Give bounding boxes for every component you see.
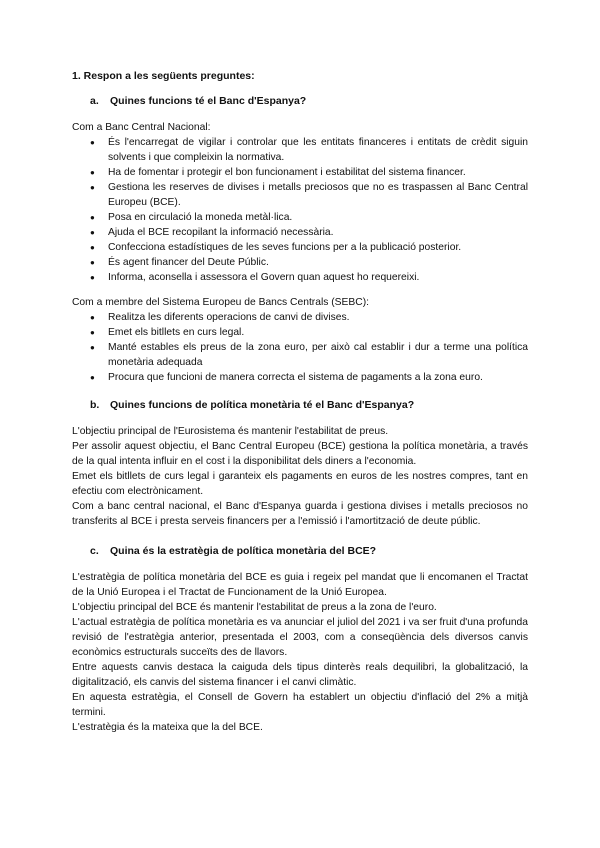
bullet-icon: ● — [90, 138, 95, 147]
paragraph: En aquesta estratègia, el Consell de Govern ha establert un objectiu d'inflació del 2% a mitjà termini. — [72, 692, 528, 718]
bullet-icon: ● — [90, 373, 95, 382]
section-a-intro2: Com a membre del Sistema Europeu de Bancs Centrals (SEBC): — [72, 297, 370, 308]
list-item-text: Posa en circulació la moneda metàl·lica. — [108, 212, 293, 223]
list-item — [72, 240, 528, 255]
list-item-text: Manté estables els preus de la zona euro, per això cal establir i dur a terme una política monetària adequada — [108, 342, 528, 368]
bullet-icon: ● — [90, 273, 95, 282]
list-item — [72, 310, 528, 325]
list-item-text: Ajuda el BCE recopilant la informació necessària. — [108, 227, 334, 238]
section-a-list2 — [72, 310, 528, 385]
section-c-title — [72, 545, 528, 557]
list-item-text: Informa, aconsella i assessora el Govern quan aquest ho requereixi. — [108, 272, 420, 283]
bullet-icon: ● — [90, 258, 95, 267]
paragraph: Entre aquests canvis destaca la caiguda dels tipus dinterès reals dequilibri, la globalització, la digitalització, els canvis del sistema financer i el canvi climàtic. — [72, 662, 528, 688]
bullet-icon: ● — [90, 343, 95, 352]
section-a-title — [72, 95, 528, 107]
section-a-intro1: Com a Banc Central Nacional: — [72, 122, 211, 133]
section-a-list1 — [72, 135, 528, 285]
list-item-text: Gestiona les reserves de divises i metalls preciosos que no es traspassen al Banc Central Europeu (BCE). — [108, 182, 528, 208]
bullet-icon: ● — [90, 313, 95, 322]
bullet-icon: ● — [90, 328, 95, 337]
list-item-text: És l'encarregat de vigilar i controlar que les entitats financeres i entitats de crèdit siguin solvents i que compleixin la normativa. — [108, 137, 528, 163]
paragraph: L'actual estratègia de política monetària es va anunciar el juliol del 2021 i va ser fruit d'una profunda revisió de l'estratègia anterior, presentada el 2003, com a conseqüència dels diversos canvis econòmics estructurals succeïts des de llavors. — [72, 617, 528, 658]
bullet-icon: ● — [90, 168, 95, 177]
list-item-text: Confecciona estadístiques de les seves funcions per a la publicació posterior. — [108, 242, 462, 253]
list-item — [72, 270, 528, 285]
paragraph: L'objectiu principal del BCE és mantenir l'estabilitat de preus a la zona de l'euro. — [72, 602, 437, 613]
list-item-text: Procura que funcioni de manera correcta el sistema de pagaments a la zona euro. — [108, 372, 483, 383]
question-heading: 1. Respon a les següents preguntes: — [72, 70, 255, 82]
list-item — [72, 180, 528, 210]
section-c-title-text: Quina és la estratègia de política monetària del BCE? — [110, 545, 377, 557]
list-item — [72, 340, 528, 370]
paragraph: Per assolir aquest objectiu, el Banc Central Europeu (BCE) gestiona la política monetària, a través de la qual intenta influir en el cost i la disponibilitat dels diners a l'economia. — [72, 441, 528, 467]
list-item — [72, 135, 528, 165]
paragraph: Emet els bitllets de curs legal i garanteix els pagaments en euros de les nostres compres, tant en efectiu com electrònicament. — [72, 471, 528, 497]
section-b-letter: b. — [90, 399, 100, 411]
paragraph: Com a banc central nacional, el Banc d'Espanya guarda i gestiona divises i metalls preciosos no transferits al BCE i presta serveis financers per a l'emissió i l'amortització de deute públic. — [72, 501, 528, 527]
list-item — [72, 210, 528, 225]
bullet-icon: ● — [90, 213, 95, 222]
list-item-text: Emet els bitllets en curs legal. — [108, 327, 245, 338]
list-item — [72, 325, 528, 340]
document-page — [72, 70, 528, 735]
list-item — [72, 165, 528, 180]
bullet-icon: ● — [90, 183, 95, 192]
list-item-text: És agent financer del Deute Públic. — [108, 257, 269, 268]
section-a-title-text: Quines funcions té el Banc d'Espanya? — [110, 95, 307, 107]
list-item — [72, 255, 528, 270]
paragraph: L'estratègia és la mateixa que la del BCE. — [72, 722, 263, 733]
section-b-title-text: Quines funcions de política monetària té el Banc d'Espanya? — [110, 399, 415, 411]
list-item-text: Ha de fomentar i protegir el bon funcionament i estabilitat del sistema financer. — [108, 167, 466, 178]
section-b-title — [72, 399, 528, 411]
bullet-icon: ● — [90, 228, 95, 237]
bullet-icon: ● — [90, 243, 95, 252]
paragraph: L'objectiu principal de l'Eurosistema és mantenir l'estabilitat de preus. — [72, 426, 389, 437]
paragraph: L'estratègia de política monetària del BCE es guia i regeix pel mandat que li encomanen el Tractat de la Unió Europea i el Tractat de Funcionament de la Unió Europea. — [72, 572, 528, 598]
list-item — [72, 370, 528, 385]
list-item-text: Realitza les diferents operacions de canvi de divises. — [108, 312, 350, 323]
section-a-letter: a. — [90, 95, 99, 107]
list-item — [72, 225, 528, 240]
section-c-letter: c. — [90, 545, 99, 557]
